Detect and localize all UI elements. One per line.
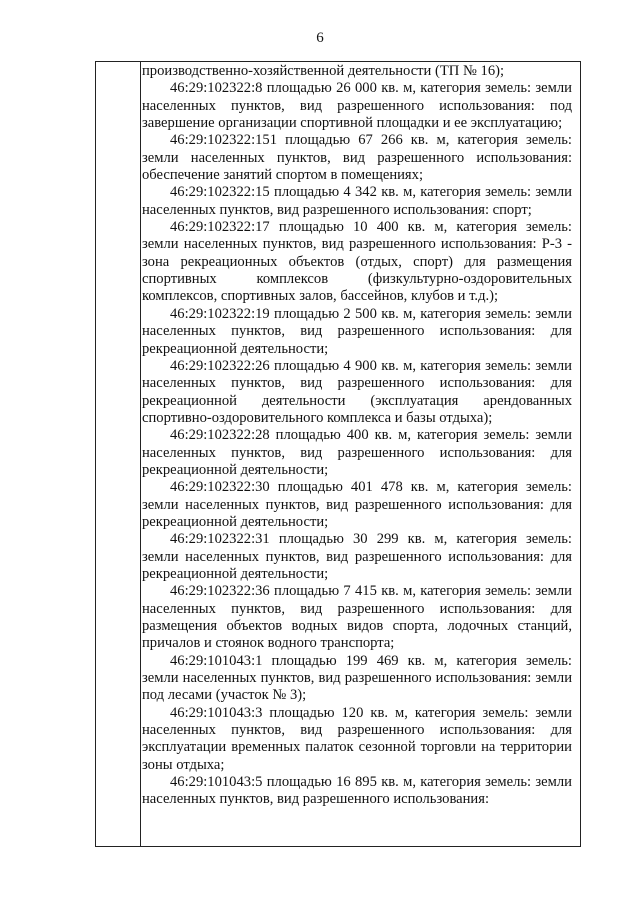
parcel-paragraph: 46:29:102322:26 площадью 4 900 кв. м, категория земель: земли населенных пунктов, вид разрешенного использования: для рекреационной деятельности (эксплуатация арендованных спортивно-оздоровительного комплекса и базы отдыха);	[142, 357, 572, 426]
parcel-paragraph: 46:29:102322:19 площадью 2 500 кв. м, категория земель: земли населенных пунктов, вид разрешенного использования: для рекреационной деятельности;	[142, 305, 572, 357]
parcel-paragraph: 46:29:102322:30 площадью 401 478 кв. м, категория земель: земли населенных пунктов, вид разрешенного использования: для рекреационной деятельности;	[142, 479, 572, 530]
parcel-paragraph: 46:29:101043:3 площадью 120 кв. м, категория земель: земли населенных пунктов, вид разрешенного использования: для эксплуатации временных палаток сезонной торговли на территории зоны отдыха;	[142, 704, 572, 773]
page-number: 6	[316, 30, 324, 46]
parcel-paragraph: 46:29:102322:31 площадью 30 299 кв. м, категория земель: земли населенных пунктов, вид разрешенного использования: для рекреационной деятельности;	[142, 531, 572, 582]
parcel-paragraph: 46:29:102322:17 площадью 10 400 кв. м, категория земель: земли населенных пунктов, вид разрешенного использования: Р-3 - зона рекреационных объектов (отдых, спорт) для размещения спортивных комплексов (физкультурно-оздоровительных комплексов, спортивных залов, бассейнов, клубов и т.д.);	[142, 219, 572, 305]
parcel-paragraph: 46:29:102322:151 площадью 67 266 кв. м, категория земель: земли населенных пунктов, вид разрешенного использования: обеспечение занятий спортом в помещениях;	[142, 132, 572, 184]
paragraph-continuation: производственно-хозяйственной деятельности (ТП № 16);	[142, 63, 505, 79]
parcel-paragraph: 46:29:102322:36 площадью 7 415 кв. м, категория земель: земли населенных пунктов, вид разрешенного использования: для размещения объектов водных видов спорта, лодочных станций, причалов и стоянок водного транспорта;	[142, 583, 572, 652]
parcel-paragraph: 46:29:101043:5 площадью 16 895 кв. м, категория земель: земли населенных пунктов, вид разрешенного использования:	[142, 774, 572, 808]
document-table	[95, 61, 581, 847]
parcel-paragraph: 46:29:102322:8 площадью 26 000 кв. м, категория земель: земли населенных пунктов, вид разрешенного использования: под завершение организации спортивной площадки и ее эксплуатацию;	[142, 80, 572, 132]
table-text-cell	[142, 63, 572, 809]
parcel-paragraph: 46:29:102322:15 площадью 4 342 кв. м, категория земель: земли населенных пунктов, вид разрешенного использования: спорт;	[142, 184, 572, 218]
parcel-paragraph: 46:29:102322:28 площадью 400 кв. м, категория земель: земли населенных пунктов, вид разрешенного использования: для рекреационной деятельности;	[142, 427, 572, 478]
parcel-paragraph: 46:29:101043:1 площадью 199 469 кв. м, категория земель: земли населенных пунктов, вид разрешенного использования: земли под лесами (участок № 3);	[142, 652, 572, 704]
table-column-divider	[140, 62, 141, 846]
